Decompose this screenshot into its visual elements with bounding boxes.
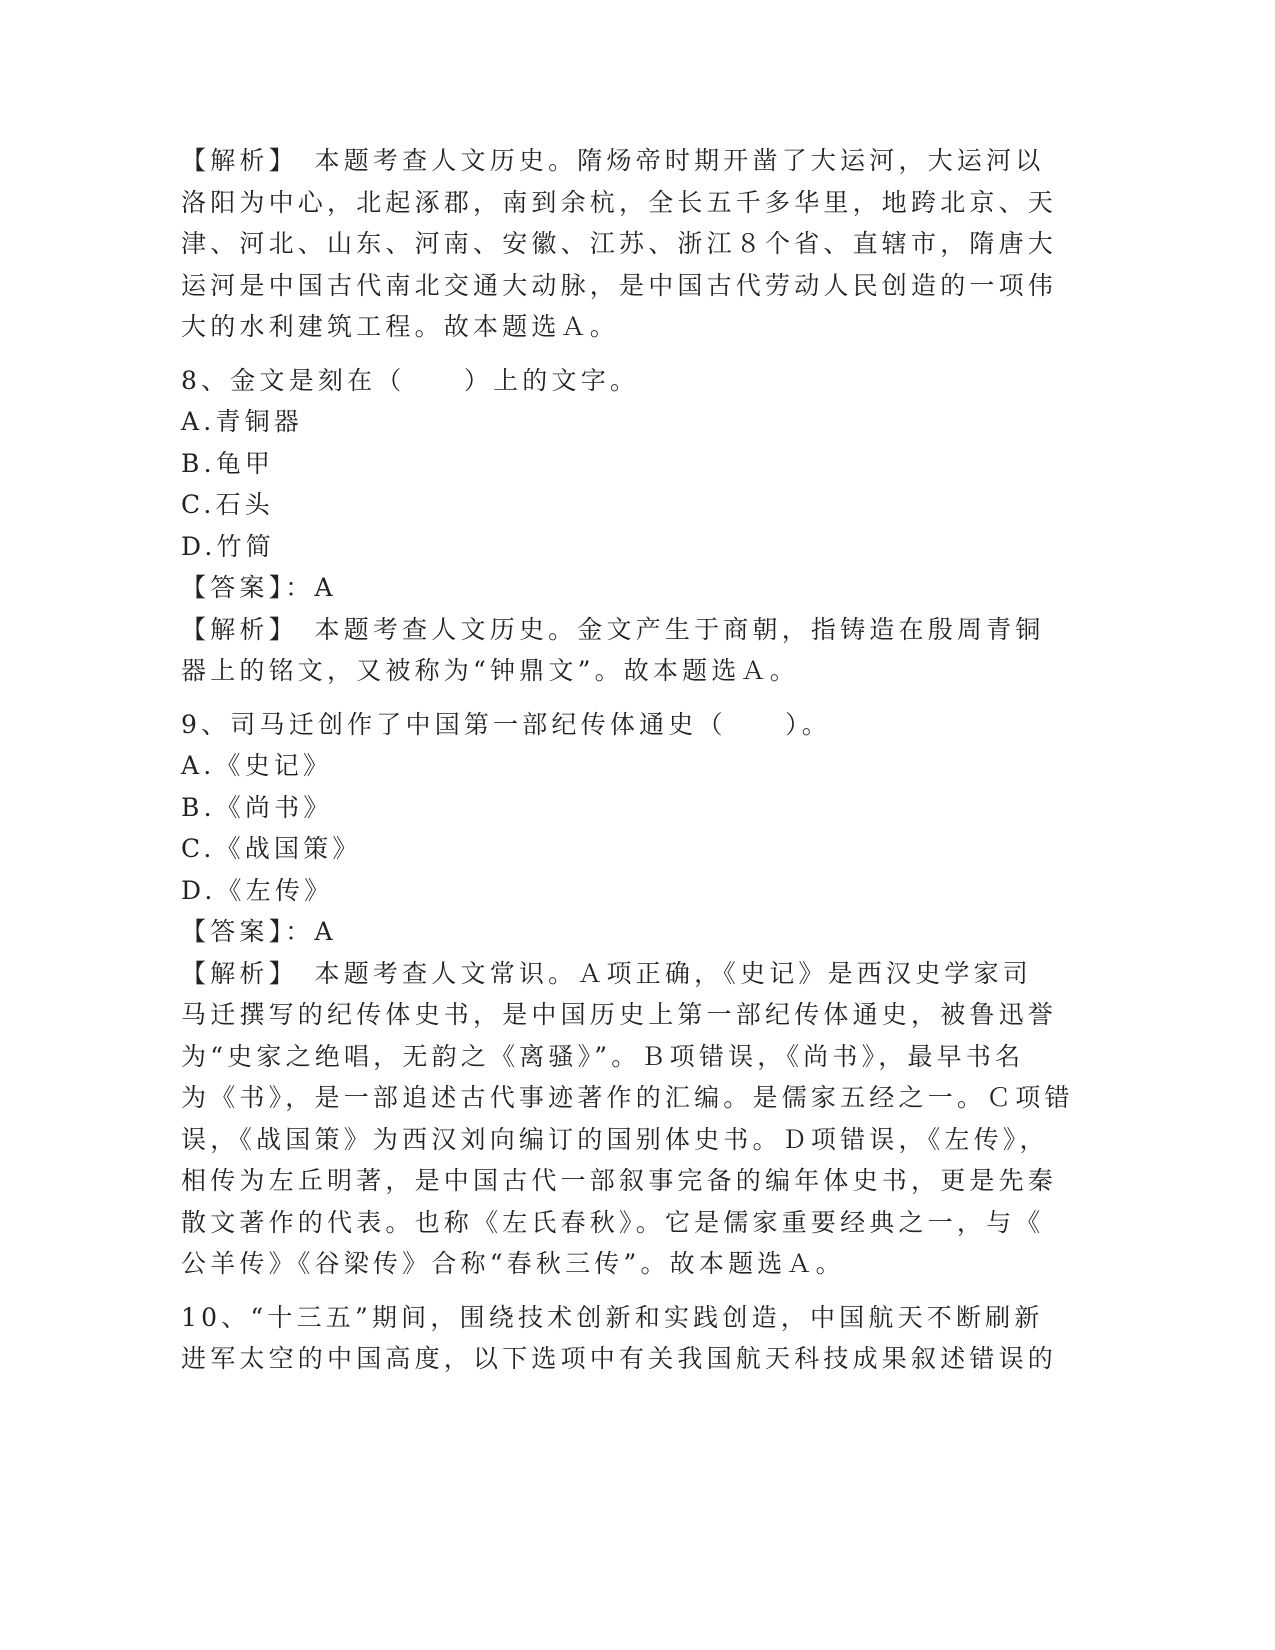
option-a: A.《史记》 [181, 751, 333, 780]
answer-line: 【答案】：A [181, 573, 337, 602]
option-b: B.《尚书》 [181, 792, 333, 822]
analysis-line: 运河是中国古代南北交通大动脉，是中国古代劳动人民创造的一项伟 [181, 270, 1058, 300]
analysis-line: 【解析】 本题考查人文历史。隋炀帝时期开凿了大运河，大运河以 [181, 146, 1045, 175]
option-d: D.《左传》 [181, 875, 334, 905]
question-stem: 进军太空的中国高度，以下选项中有关我国航天科技成果叙述错误的 [181, 1344, 1058, 1373]
option-c: C.《战国策》 [181, 834, 362, 863]
document-page [181, 140, 1074, 1392]
question-stem: 9、司马迁创作了中国第一部纪传体通史（ ）。 [181, 709, 832, 739]
analysis-line: 散文著作的代表。也称《左氏春秋》。它是儒家重要经典之一，与《 [181, 1207, 1045, 1237]
question-9 [181, 704, 1074, 1285]
question-10 [181, 1297, 1061, 1380]
analysis-line: 误，《战国策》为西汉刘向编订的国别体史书。Ｄ项错误，《左传》， [181, 1124, 1049, 1154]
analysis-line: 洛阳为中心，北起涿郡，南到余杭，全长五千多华里，地跨北京、天 [181, 187, 1058, 217]
option-d: D.竹简 [181, 531, 275, 561]
analysis-line: 【解析】 本题考查人文历史。金文产生于商朝，指铸造在殷周青铜 [181, 614, 1045, 644]
analysis-line: 相传为左丘明著，是中国古代一部叙事完备的编年体史书，更是先秦 [181, 1166, 1058, 1195]
analysis-line: 为《书》，是一部追述古代事迹著作的汇编。是儒家五经之一。Ｃ项错 [181, 1083, 1074, 1112]
analysis-line: 器上的铭文，又被称为“钟鼎文”。故本题选Ａ。 [181, 656, 799, 685]
answer-line: 【答案】：A [181, 917, 337, 946]
analysis-block-q7 [181, 140, 1061, 348]
question-8 [181, 360, 1061, 692]
analysis-line: 马迁撰写的纪传体史书，是中国历史上第一部纪传体通史，被鲁迅誉 [181, 1000, 1058, 1029]
analysis-line: 津、河北、山东、河南、安徽、江苏、浙江８个省、直辖市，隋唐大 [181, 229, 1058, 258]
question-stem: 10、“十三五”期间，围绕技术创新和实践创造，中国航天不断刷新 [181, 1302, 1044, 1332]
question-stem: 8、金文是刻在（ ）上的文字。 [181, 365, 640, 395]
analysis-line: 公羊传》《谷梁传》合称“春秋三传”。故本题选Ａ。 [181, 1249, 845, 1278]
analysis-line: 【解析】 本题考查人文常识。Ａ项正确，《史记》是西汉史学家司 [181, 958, 1033, 988]
analysis-line: 为“史家之绝唱，无韵之《离骚》”。Ｂ项错误，《尚书》，最早书名 [181, 1041, 1025, 1071]
option-b: B.龟甲 [181, 448, 275, 478]
option-c: C.石头 [181, 490, 274, 519]
option-a: A.青铜器 [181, 407, 304, 436]
analysis-line: 大的水利建筑工程。故本题选Ａ。 [181, 312, 620, 341]
